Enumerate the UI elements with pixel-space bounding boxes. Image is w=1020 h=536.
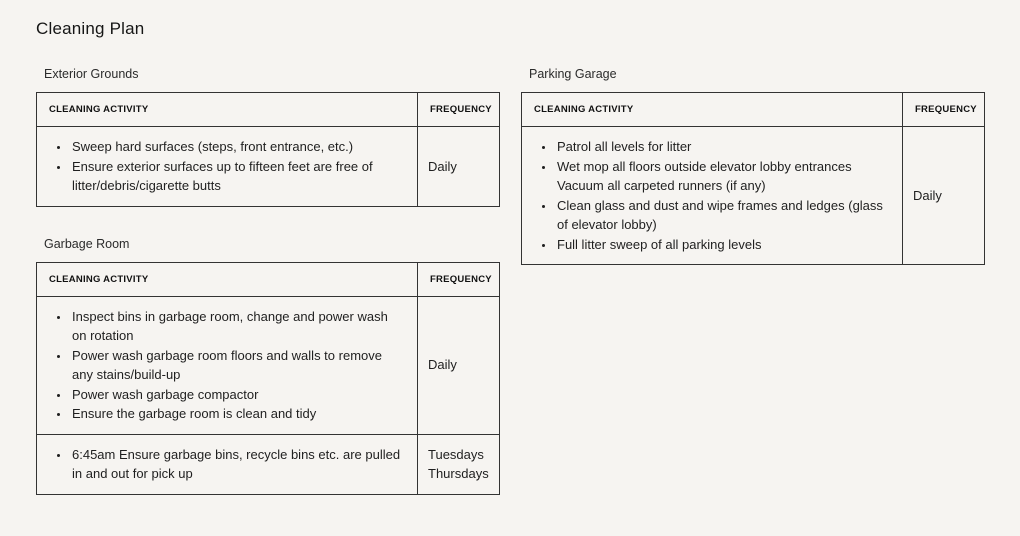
activity-item: • Power wash garbage room floors and walls to remove any stains/build-up <box>70 346 405 385</box>
activity-item: • Inspect bins in garbage room, change and power wash on rotation <box>70 307 405 346</box>
table-row <box>37 127 500 207</box>
plan-table <box>36 262 500 495</box>
activity-item: • Patrol all levels for litter <box>555 137 890 157</box>
frequency-value: Daily <box>913 187 942 203</box>
plan-table <box>36 92 500 207</box>
left-column <box>36 67 499 495</box>
frequency-cell <box>418 434 500 494</box>
page-title: Cleaning Plan <box>36 19 145 38</box>
column-header-frequency: FREQUENCY <box>418 93 500 127</box>
frequency-cell <box>903 127 985 265</box>
column-header-frequency: FREQUENCY <box>903 93 985 127</box>
frequency-cell <box>418 127 500 207</box>
plan-table <box>521 92 985 265</box>
plan-section-parking-garage <box>521 67 984 265</box>
table-header-row <box>522 93 985 127</box>
column-header-cleaning-activity: CLEANING ACTIVITY <box>37 93 418 127</box>
table-row <box>522 127 985 265</box>
plan-section-exterior-grounds <box>36 67 499 207</box>
activity-cell <box>37 296 418 434</box>
frequency-value: Daily <box>428 158 457 174</box>
activity-item: • Ensure exterior surfaces up to fifteen feet are free of litter/debris/cigarette butts <box>70 157 405 196</box>
activity-cell <box>37 127 418 207</box>
frequency-value: Daily <box>428 357 457 373</box>
table-row <box>37 434 500 494</box>
right-column <box>521 67 984 265</box>
activity-cell <box>37 434 418 494</box>
activity-item: • Power wash garbage compactor <box>70 385 405 405</box>
table-header-row <box>37 93 500 127</box>
activity-item: • 6:45am Ensure garbage bins, recycle bins etc. are pulled in and out for pick up <box>70 445 405 484</box>
activity-cell <box>522 127 903 265</box>
frequency-value: Thursdays <box>428 466 489 481</box>
column-header-frequency: FREQUENCY <box>418 262 500 296</box>
table-row <box>37 296 500 434</box>
section-label: Garbage Room <box>44 236 130 251</box>
frequency-cell <box>418 296 500 434</box>
activity-list <box>534 137 890 254</box>
columns-container <box>36 67 984 495</box>
section-label: Parking Garage <box>529 67 617 81</box>
column-header-cleaning-activity: CLEANING ACTIVITY <box>37 262 418 296</box>
activity-item: • Wet mop all floors outside elevator lobby entrances Vacuum all carpeted runners (if any) <box>555 157 890 196</box>
activity-item: • Clean glass and dust and wipe frames and ledges (glass of elevator lobby) <box>555 196 890 235</box>
frequency-value: Tuesdays <box>428 446 484 462</box>
activity-item: • Full litter sweep of all parking levels <box>555 235 890 255</box>
plan-section-garbage-room <box>36 237 499 495</box>
column-header-cleaning-activity: CLEANING ACTIVITY <box>522 93 903 127</box>
activity-list <box>49 137 405 196</box>
section-label: Exterior Grounds <box>44 67 139 81</box>
table-header-row <box>37 262 500 296</box>
activity-list <box>49 445 405 484</box>
activity-item: • Ensure the garbage room is clean and tidy <box>70 404 405 424</box>
activity-list <box>49 307 405 424</box>
activity-item: • Sweep hard surfaces (steps, front entrance, etc.) <box>70 137 405 157</box>
